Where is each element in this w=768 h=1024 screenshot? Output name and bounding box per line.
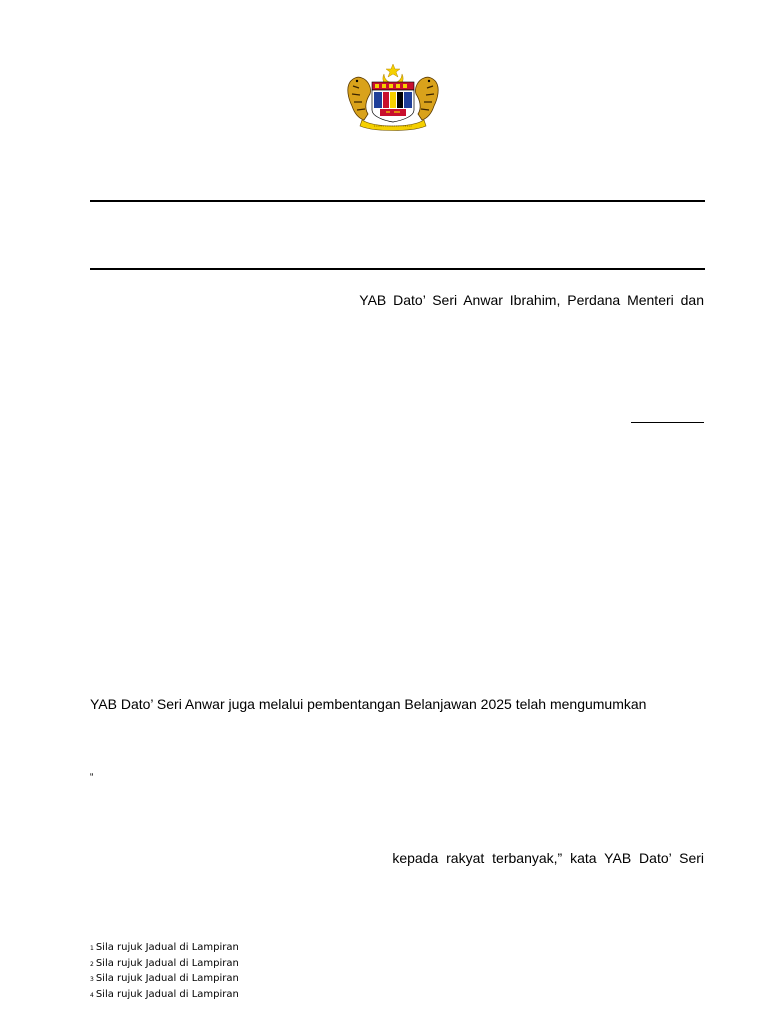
paragraph-3: kepada rakyat terbanyak,” kata YAB Dato’ Seri	[392, 850, 704, 866]
header-rule-top	[90, 200, 705, 202]
header-rule-bottom	[90, 268, 705, 270]
footnote-number: 1	[90, 945, 94, 952]
footnote-text: Sila rujuk Jadual di Lampiran	[95, 988, 239, 1000]
footnote-number: 2	[90, 960, 94, 968]
signature-line	[631, 422, 704, 423]
footnote-number: 4	[90, 991, 94, 999]
footnote-1	[90, 941, 239, 957]
opening-quote-mark: “	[90, 772, 94, 783]
footnote-2	[90, 957, 239, 973]
footnote-number: 3	[90, 976, 94, 983]
footnote-text: Sila rujuk Jadual di Lampiran	[95, 957, 239, 969]
footnotes	[90, 941, 239, 1003]
footnote-3	[90, 972, 239, 988]
footnote-text: Sila rujuk Jadual di Lampiran	[95, 942, 239, 953]
coat-of-arms-icon	[344, 62, 442, 132]
paragraph-2: YAB Dato’ Seri Anwar juga melalui pembentangan Belanjawan 2025 telah mengumumkan	[90, 696, 647, 712]
footnote-4	[90, 988, 239, 1004]
footnote-text: Sila rujuk Jadual di Lampiran	[95, 973, 239, 984]
paragraph-1: YAB Dato’ Seri Anwar Ibrahim, Perdana Menteri dan	[359, 292, 704, 308]
